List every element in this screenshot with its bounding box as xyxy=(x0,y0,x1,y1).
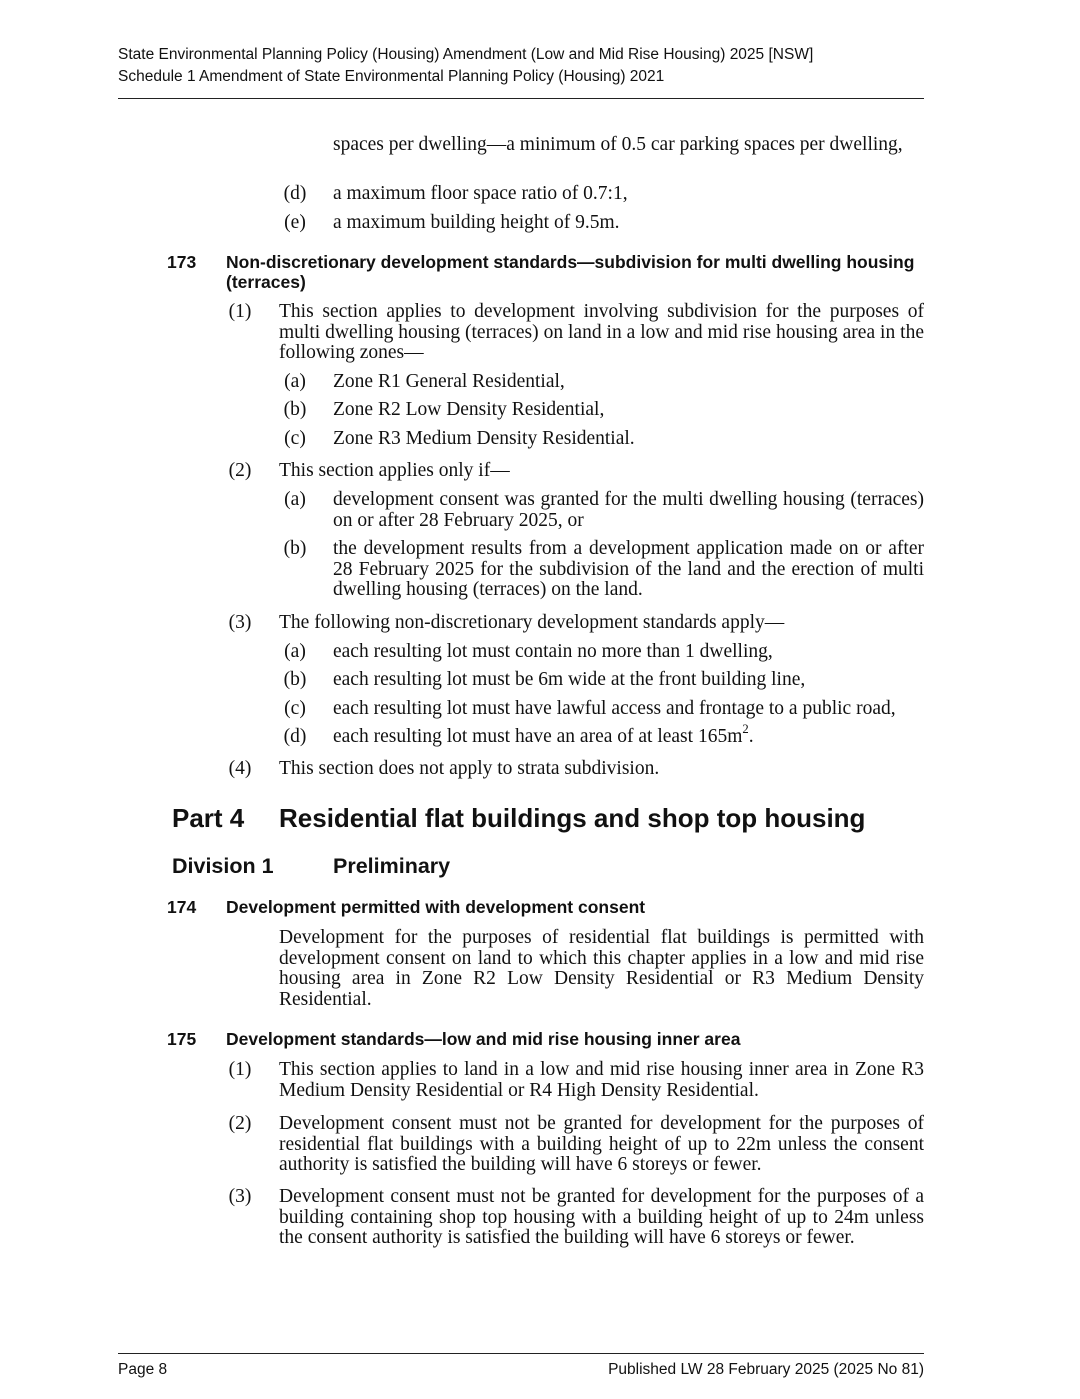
item-text: each resulting lot must have lawful access and frontage to a public road, xyxy=(333,698,896,719)
subsection-text: This section applies to development involving subdivision for the purposes of multi dwelling housing (terraces) on land in a low and mid rise housing area in the following zones— xyxy=(279,301,924,363)
item-text: development consent was granted for the multi dwelling housing (terraces) on or after 28 February 2025, or xyxy=(333,489,924,531)
item-label: (b) xyxy=(283,669,307,690)
section-title: Development standards—low and mid rise housing inner area xyxy=(226,1029,741,1049)
section-number: 175 xyxy=(167,1029,197,1049)
item-label: (d) xyxy=(283,183,307,204)
page-number: Page 8 xyxy=(118,1361,168,1378)
section-title: Non-discretionary development standards—subdivision for multi dwelling housing (terraces) xyxy=(226,252,915,292)
division-label: Division 1 xyxy=(172,854,274,878)
subsection-text: This section does not apply to strata subdivision. xyxy=(279,758,660,779)
item-label: (a) xyxy=(284,371,306,392)
item-text: Zone R2 Low Density Residential, xyxy=(333,399,605,420)
item-text: the development results from a development application made on or after 28 February 2025 for the subdivision of the land and the erection of multi dwelling housing (terraces) on the land. xyxy=(333,538,924,600)
subsection-label: (1) xyxy=(228,301,252,322)
running-header-schedule: Schedule 1 Amendment of State Environmental Planning Policy (Housing) 2021 xyxy=(118,68,665,85)
item-text: each resulting lot must be 6m wide at the front building line, xyxy=(333,669,806,690)
item-text: Zone R1 General Residential, xyxy=(333,371,565,392)
item-text: each resulting lot must have an area of at least 165m xyxy=(333,726,743,747)
subsection-text: This section applies to land in a low and mid rise housing inner area in Zone R3 Medium Density Residential or R4 High Density Residential. xyxy=(279,1059,924,1101)
item-text-area xyxy=(333,722,754,748)
division-title: Preliminary xyxy=(333,854,451,878)
section-paragraph: Development for the purposes of residential flat buildings is permitted with development consent on land to which this chapter applies in a low and mid rise housing area in Zone R2 Low Density Residential or R3 Medium Density Residential. xyxy=(279,927,924,1010)
footer-divider xyxy=(118,1353,924,1354)
item-label: (c) xyxy=(284,698,306,719)
item-label: (e) xyxy=(284,212,306,233)
item-text: a maximum floor space ratio of 0.7:1, xyxy=(333,183,628,204)
section-number: 173 xyxy=(167,252,197,272)
subsection-label: (3) xyxy=(228,612,252,633)
part-title: Residential flat buildings and shop top housing xyxy=(279,803,866,833)
subsection-text: Development consent must not be granted for development for the purposes of a building containing shop top housing with a building height of up to 24m unless the consent authority is satisfied the building will have 6 storeys or fewer. xyxy=(279,1186,924,1248)
subsection-label: (2) xyxy=(228,1113,252,1134)
subsection-text: This section applies only if— xyxy=(279,460,510,481)
item-text: Zone R3 Medium Density Residential. xyxy=(333,428,635,449)
item-label: (a) xyxy=(284,489,306,510)
section-number: 174 xyxy=(167,897,197,917)
item-text-tail: . xyxy=(748,726,754,747)
subsection-label: (4) xyxy=(228,758,252,779)
item-label: (b) xyxy=(283,538,307,559)
part-label: Part 4 xyxy=(172,803,245,833)
subsection-text: The following non-discretionary development standards apply— xyxy=(279,612,785,633)
subsection-label: (2) xyxy=(228,460,252,481)
running-header-title: State Environmental Planning Policy (Housing) Amendment (Low and Mid Rise Housing) 2025 [NSW] xyxy=(118,46,814,63)
section-title: Development permitted with development consent xyxy=(226,897,646,917)
item-label: (b) xyxy=(283,399,307,420)
subsection-label: (1) xyxy=(228,1059,252,1080)
item-label: (d) xyxy=(283,726,307,747)
continued-paragraph: spaces per dwelling—a minimum of 0.5 car parking spaces per dwelling, xyxy=(333,134,903,155)
subsection-label: (3) xyxy=(228,1186,252,1207)
superscript: 2 xyxy=(742,722,749,737)
subsection-text: Development consent must not be granted for development for the purposes of residential flat buildings with a building height of up to 22m unless the consent authority is satisfied the building will have 6 storeys or fewer. xyxy=(279,1113,924,1175)
item-label: (a) xyxy=(284,641,306,662)
publication-note: Published LW 28 February 2025 (2025 No 81) xyxy=(608,1361,924,1378)
item-text: each resulting lot must contain no more than 1 dwelling, xyxy=(333,641,773,662)
header-divider xyxy=(118,98,924,99)
item-label: (c) xyxy=(284,428,306,449)
item-text: a maximum building height of 9.5m. xyxy=(333,212,620,233)
